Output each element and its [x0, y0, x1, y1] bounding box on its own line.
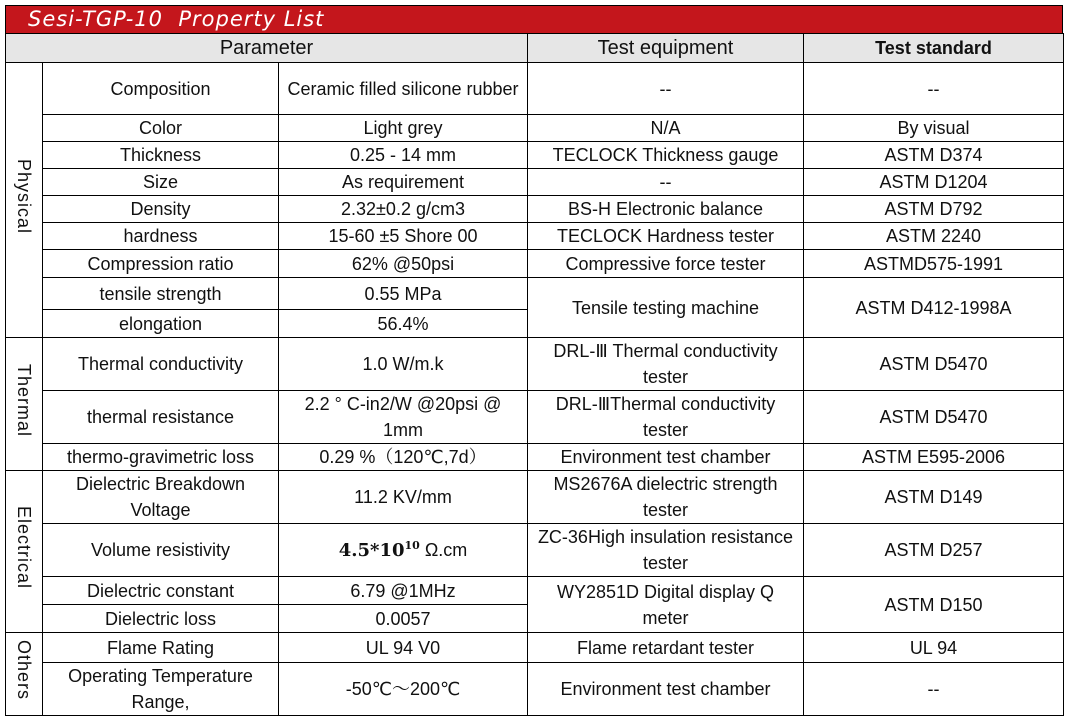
value-cell: UL 94 V0: [279, 633, 528, 663]
standard-cell: --: [804, 663, 1064, 716]
value-cell: [279, 524, 528, 577]
value-cell: 0.29 %（120℃,7d）: [279, 444, 528, 471]
standard-cell: UL 94: [804, 633, 1064, 663]
equipment-cell: WY2851D Digital display Q meter: [528, 577, 804, 633]
equipment-cell: ZC-36High insulation resistance tester: [528, 524, 804, 577]
param-cell: thermal resistance: [43, 391, 279, 444]
equipment-cell: Environment test chamber: [528, 444, 804, 471]
value-cell: Light grey: [279, 115, 528, 142]
header-test-standard: Test standard: [804, 34, 1064, 63]
value-cell: 6.79 @1MHz: [279, 577, 528, 605]
equipment-cell: TECLOCK Hardness tester: [528, 223, 804, 250]
equipment-cell: DRL-Ⅲ Thermal conductivity tester: [528, 338, 804, 391]
param-cell: elongation: [43, 310, 279, 338]
value-cell: 1.0 W/m.k: [279, 338, 528, 391]
equipment-cell: Tensile testing machine: [528, 278, 804, 338]
category-physical: [6, 63, 43, 338]
category-others: [6, 633, 43, 716]
standard-cell: ASTM D257: [804, 524, 1064, 577]
value-cell: 62% @50psi: [279, 250, 528, 278]
value-cell: 2.32±0.2 g/cm3: [279, 196, 528, 223]
equipment-cell: BS-H Electronic balance: [528, 196, 804, 223]
category-label: Electrical: [14, 506, 34, 590]
standard-cell: ASTM D374: [804, 142, 1064, 169]
param-cell: Dielectric Breakdown Voltage: [43, 471, 279, 524]
value-cell: -50℃～200℃: [279, 663, 528, 716]
value-cell: 0.25 - 14 mm: [279, 142, 528, 169]
standard-cell: ASTM D5470: [804, 391, 1064, 444]
category-label: Physical: [14, 158, 34, 235]
standard-cell: --: [804, 63, 1064, 115]
table-row: [6, 444, 1064, 471]
param-cell: tensile strength: [43, 278, 279, 310]
table-row: [6, 196, 1064, 223]
property-table: [5, 33, 1064, 716]
standard-cell: ASTM 2240: [804, 223, 1064, 250]
value-cell: 15-60 ±5 Shore 00: [279, 223, 528, 250]
equipment-cell: N/A: [528, 115, 804, 142]
category-electrical: [6, 471, 43, 633]
standard-cell: ASTM D412-1998A: [804, 278, 1064, 338]
table-row: [6, 223, 1064, 250]
equipment-cell: --: [528, 63, 804, 115]
param-cell: Operating Temperature Range,: [43, 663, 279, 716]
table-row: [6, 250, 1064, 278]
value-cell: 11.2 KV/mm: [279, 471, 528, 524]
value-cell: Ceramic filled silicone rubber: [279, 63, 528, 115]
table-row: [6, 633, 1064, 663]
equipment-cell: MS2676A dielectric strength tester: [528, 471, 804, 524]
sheet-title: Sesi-TGP-10 Property List: [28, 7, 325, 31]
property-list-sheet: [5, 5, 1063, 712]
param-cell: Thermal conductivity: [43, 338, 279, 391]
value-cell: 2.2 ° C-in2/W @20psi @ 1mm: [279, 391, 528, 444]
standard-cell: ASTM E595-2006: [804, 444, 1064, 471]
table-row: [6, 391, 1064, 444]
table-row: [6, 663, 1064, 716]
standard-cell: ASTM D150: [804, 577, 1064, 633]
param-cell: Dielectric loss: [43, 605, 279, 633]
param-cell: thermo-gravimetric loss: [43, 444, 279, 471]
table-row: [6, 471, 1064, 524]
table-row: [6, 169, 1064, 196]
standard-cell: ASTM D792: [804, 196, 1064, 223]
standard-cell: ASTMD575-1991: [804, 250, 1064, 278]
table-row: [6, 338, 1064, 391]
param-cell: Thickness: [43, 142, 279, 169]
table-row: [6, 577, 1064, 605]
value-unit: Ω.cm: [419, 539, 468, 560]
category-label: Others: [14, 640, 34, 701]
standard-cell: By visual: [804, 115, 1064, 142]
value-cell: 0.0057: [279, 605, 528, 633]
table-row: [6, 524, 1064, 577]
value-cell: 56.4%: [279, 310, 528, 338]
param-cell: Volume resistivity: [43, 524, 279, 577]
table-row: [6, 142, 1064, 169]
equipment-cell: TECLOCK Thickness gauge: [528, 142, 804, 169]
param-cell: Compression ratio: [43, 250, 279, 278]
standard-cell: ASTM D1204: [804, 169, 1064, 196]
param-cell: Color: [43, 115, 279, 142]
param-cell: Composition: [43, 63, 279, 115]
table-row: [6, 63, 1064, 115]
equipment-cell: Environment test chamber: [528, 663, 804, 716]
table-header-row: [6, 34, 1064, 63]
title-bar: [5, 5, 1063, 33]
header-test-equipment: Test equipment: [528, 34, 804, 63]
param-cell: Size: [43, 169, 279, 196]
category-label: Thermal: [14, 363, 34, 437]
param-cell: Density: [43, 196, 279, 223]
value-cell: 0.55 MPa: [279, 278, 528, 310]
value-exponent: 10: [404, 538, 420, 552]
value-mantissa: 4.5*10: [338, 539, 405, 561]
equipment-cell: --: [528, 169, 804, 196]
table-row: [6, 115, 1064, 142]
param-cell: Flame Rating: [43, 633, 279, 663]
header-parameter: Parameter: [6, 34, 528, 63]
value-cell: As requirement: [279, 169, 528, 196]
category-thermal: [6, 338, 43, 471]
equipment-cell: Compressive force tester: [528, 250, 804, 278]
standard-cell: ASTM D149: [804, 471, 1064, 524]
param-cell: hardness: [43, 223, 279, 250]
standard-cell: ASTM D5470: [804, 338, 1064, 391]
param-cell: Dielectric constant: [43, 577, 279, 605]
equipment-cell: Flame retardant tester: [528, 633, 804, 663]
equipment-cell: DRL-ⅢThermal conductivity tester: [528, 391, 804, 444]
table-row: [6, 278, 1064, 310]
